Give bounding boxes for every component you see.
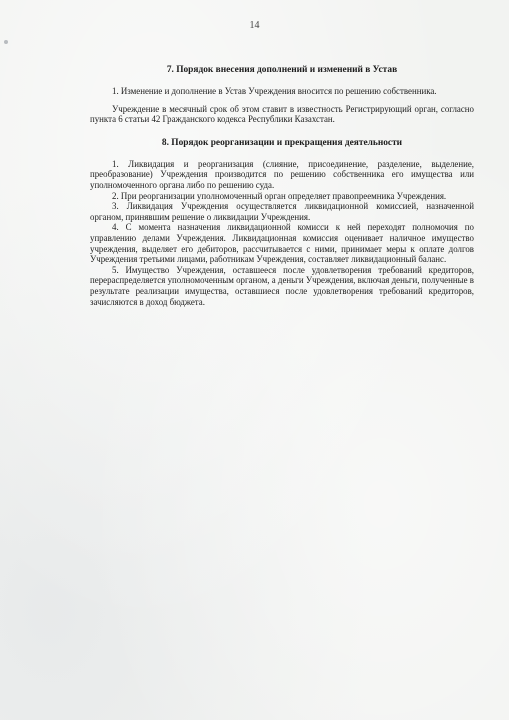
paragraph: 5. Имущество Учреждения, оставшееся после удовлетворения требований кредиторов, перераспределяется уполномоченным органом, а деньги Учреждения, включая деньги, полученные в результате реализации имущества, оставшиеся после удовлетворения требований кредиторов, зачисляются в доход бюджета. [90, 264, 474, 307]
paragraph: Учреждение в месячный срок об этом ставит в известность Регистрирующий орган, согласно пункта 6 статьи 42 Гражданского кодекса Республики Казахстан. [90, 103, 474, 125]
paragraph: 4. С момента назначения ликвидационной комисси к ней переходят полномочия по управлению делами Учреждения. Ликвидационная комиссия оценивает наличное имущество учреждения, выделяет его дебиторов, рассчитывается с ними, принимает меры к оплате долгов Учреждения третьими лицами, работникам Учреждения, составляет ликвидационный баланс. [90, 222, 474, 265]
paragraph: 1. Ликвидация и реорганизация (слияние, присоединение, разделение, выделение, преобразование) Учреждения производится по решению собственника его имущества или уполномоченного органа либо по решению суда. [90, 158, 474, 190]
scan-speck [4, 40, 8, 44]
section-amendments [90, 64, 474, 125]
paragraph: 1. Изменение и дополнение в Устав Учреждения вносится по решению собственника. [112, 86, 437, 96]
section-reorganization [90, 137, 474, 307]
document-body [90, 64, 474, 307]
paragraph: 2. При реорганизации уполномоченный орган определяет правопреемника Учреждения. [112, 190, 447, 201]
section-heading: 7. Порядок внесения дополнений и изменений в Устав [166, 65, 398, 75]
section-heading: 8. Порядок реорганизации и прекращения деятельности [161, 137, 403, 148]
page-number: 14 [249, 20, 260, 31]
paragraph: 3. Ликвидация Учреждения осуществляется ликвидационной комиссией, назначенной органом, принявшим решение о ликвидации Учреждения. [90, 201, 474, 222]
